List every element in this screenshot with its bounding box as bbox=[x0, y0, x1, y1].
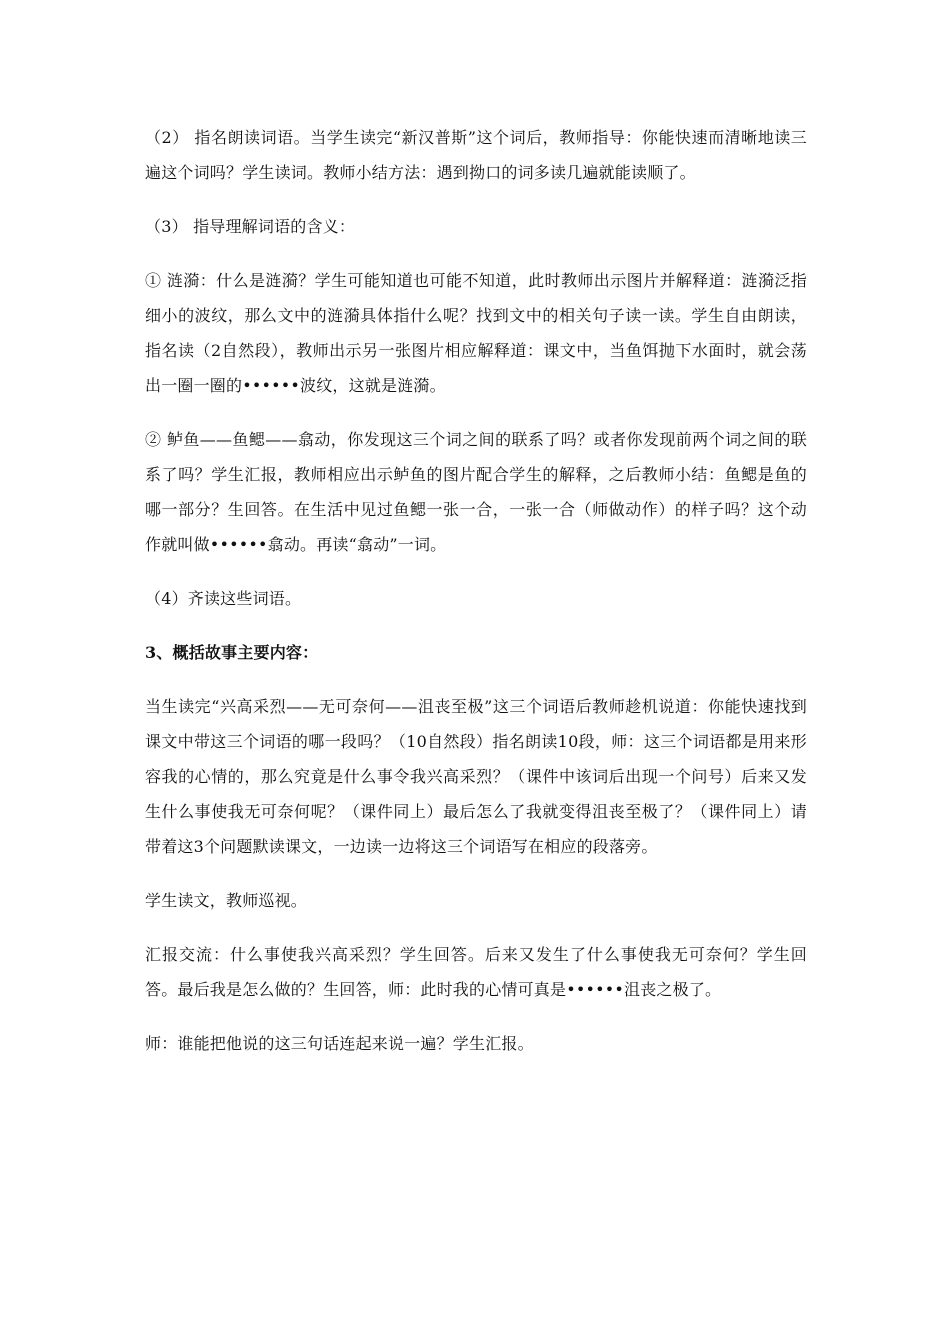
paragraph-read-aloud-words: （2） 指名朗读词语。当学生读完“新汉普斯”这个词后，教师指导：你能快速而清晰地读三遍这个词吗？学生读词。教师小结方法：遇到拗口的词多读几遍就能读顺了。 bbox=[145, 128, 807, 182]
paragraph-report-exchange: 汇报交流：什么事使我兴高采烈？学生回答。后来又发生了什么事使我无可奈何？学生回答。最后我是怎么做的？生回答，师：此时我的心情可真是••••••沮丧之极了。 bbox=[145, 945, 807, 999]
paragraph-students-read: 学生读文，教师巡视。 bbox=[145, 891, 308, 910]
paragraph-read-together: （4）齐读这些词语。 bbox=[145, 589, 302, 608]
document-page bbox=[145, 120, 807, 1080]
section-heading-summary: 3、概括故事主要内容： bbox=[145, 643, 319, 662]
paragraph-three-words: 当生读完“兴高采烈——无可奈何——沮丧至极”这三个词语后教师趁机说道：你能快速找到课文中带这三个词语的哪一段吗？（10自然段）指名朗读10段，师：这三个词语都是用来形容我的心情的，那么究竟是什么事令我兴高采烈？（课件中该词后出现一个问号）后来又发生什么事使我无可奈何呢？（课件同上）最后怎么了我就变得沮丧至极了？（课件同上）请带着这3个问题默读课文，一边读一边将这三个词语写在相应的段落旁。 bbox=[145, 697, 807, 856]
paragraph-teacher-question: 师：谁能把他说的这三句话连起来说一遍？学生汇报。 bbox=[145, 1034, 534, 1053]
paragraph-ripple: ① 涟漪：什么是涟漪？学生可能知道也可能不知道，此时教师出示图片并解释道：涟漪泛指细小的波纹，那么文中的涟漪具体指什么呢？找到文中的相关句子读一读。学生自由朗读，指名读（2自然段），教师出示另一张图片相应解释道：课文中，当鱼饵抛下水面时，就会荡出一圈一圈的••••••波纹，这就是涟漪。 bbox=[145, 271, 807, 395]
paragraph-understand-meaning: （3） 指导理解词语的含义： bbox=[145, 217, 356, 236]
paragraph-perch-gill: ② 鲈鱼——鱼鳃——翕动，你发现这三个词之间的联系了吗？或者你发现前两个词之间的联系了吗？学生汇报，教师相应出示鲈鱼的图片配合学生的解释，之后教师小结：鱼鳃是鱼的哪一部分？生回答。在生活中见过鱼鳃一张一合，一张一合（师做动作）的样子吗？这个动作就叫做••••••翕动。再读“翕动”一词。 bbox=[145, 430, 807, 554]
